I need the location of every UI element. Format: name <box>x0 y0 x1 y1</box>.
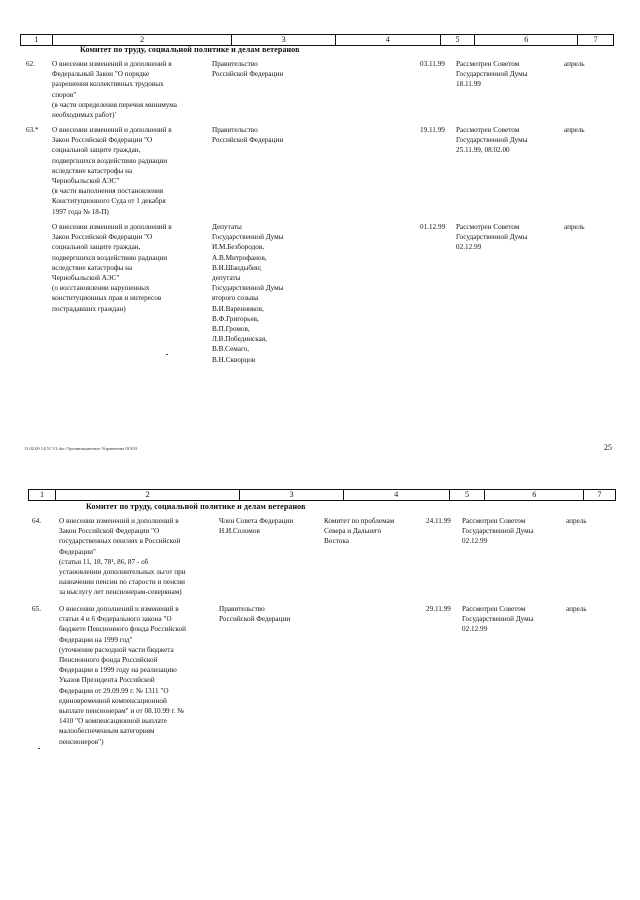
committee-title: Комитет по труду, социальной политике и делам ветеранов <box>80 45 300 54</box>
bill-month: апрель <box>564 126 585 134</box>
col-header-3: 3 <box>232 35 336 45</box>
scan-speck <box>38 748 40 749</box>
bill-month: апрель <box>564 60 585 68</box>
bill-initiator: Член Совета Федерации Н.И.Соломов <box>219 517 294 536</box>
table-header-page2 <box>28 489 616 501</box>
bill-initiator: Депутаты Государственной Думы И.М.Безбородов, А.В.Митрофанов, В.И.Шандыбин; депутаты Государственной Думы второго созыва В.И.Варенников, В.Ф.Григорьев, В.П.Громов, Л.В.Побединская, В.В.Семаго, В.Н.Скворцов <box>212 223 284 364</box>
row-number: 63.* <box>26 126 39 134</box>
col-header-1: 1 <box>21 35 53 45</box>
bill-title: О внесении изменений и дополнений в Закон Российской Федерации "О социальной защите граждан, подвергшихся воздействию радиации вследствие катастрофы на Чернобыльской АЭС" (о восстановлении нарушенных конституционных прав и интересов пострадавших граждан) <box>52 223 172 313</box>
bill-initiator: Правительство Российской Федерации <box>219 605 291 624</box>
bill-month: апрель <box>566 605 587 613</box>
col-header-7: 7 <box>593 35 598 44</box>
page-number: 25 <box>604 443 612 452</box>
bill-status: Рассмотрен Советом Государственной Думы 02.12.99 <box>462 605 534 634</box>
bill-date: 03.11.99 <box>420 60 445 68</box>
col-header-1: 1 <box>29 490 56 500</box>
col-header-4: 4 <box>344 490 450 500</box>
bill-title: О внесении изменений и дополнений в Закон Российской Федерации "О социальной защите граждан, подвергшихся воздействию радиации вследствие катастрофы на Чернобыльской АЭС" (в части выполнения постановления Конституционного Суда от 1 декабря 1997 года № 18-П) <box>52 126 172 216</box>
bill-initiator: Правительство Российской Федерации <box>212 126 284 145</box>
col-header-5: 5 <box>441 35 476 45</box>
col-header-6: 6 <box>485 490 584 500</box>
bill-title: О внесении дополнений и изменений в статьи 4 и 6 Федерального закона "О бюджете Пенсионного фонда Российской Федерации на 1999 год" (уточнение расходной части бюджета Пенсионного фонда Российской Федерации в 1999 году на реализацию Указов Президента Российской Федерации от 29.09.99 г. № 1311 "О единовременной компенсационной выплате пенсионерам" и от 08.10.99 г. № 1410 "О компенсационной выплате малообеспеченным категориям пенсионеров") <box>59 605 186 746</box>
row-number: 65. <box>32 605 41 613</box>
bill-month: апрель <box>566 517 587 525</box>
bill-month: апрель <box>564 223 585 231</box>
col-header-3: 3 <box>240 490 344 500</box>
col-header-4: 4 <box>336 35 441 45</box>
bill-date: 01.12.99 <box>420 223 446 231</box>
bill-date: 19.11.99 <box>420 126 445 134</box>
col-header-2: 2 <box>56 490 240 500</box>
bill-status: Рассмотрен Советом Государственной Думы 25.11.99, 08.02.00 <box>456 126 528 155</box>
bill-status: Рассмотрен Советом Государственной Думы 02.12.99 <box>462 517 534 546</box>
bill-status: Рассмотрен Советом Государственной Думы 18.11.99 <box>456 60 528 89</box>
bill-title: О внесении изменений и дополнений в Федеральный Закон "О порядке разрешения коллективных трудовых споров" (в части определения перечня минимума необходимых работ)` <box>52 60 177 120</box>
col-header-7: 7 <box>597 490 602 499</box>
bill-date: 24.11.99 <box>426 517 451 525</box>
committee-title: Комитет по труду, социальной политике и делам ветеранов <box>86 502 306 511</box>
bill-date: 29.11.99 <box>426 605 451 613</box>
col-header-5: 5 <box>450 490 486 500</box>
page-footer: 11.02.00 14:51 V2.doc Организационное Управление ООО3 <box>24 446 138 451</box>
bill-status: Рассмотрен Советом Государственной Думы 02.12.99 <box>456 223 528 252</box>
col-header-6: 6 <box>475 35 578 45</box>
col-header-2: 2 <box>53 35 232 45</box>
scan-speck <box>166 354 168 355</box>
bill-title: О внесении изменений и дополнений в Закон Российской Федерации "О государственных пенсиях в Российской Федерации" (статьи 11, 18, 78¹, 86, 87 - об установлении дополнительных льгот при назначении пенсии по старости и пенсии за выслугу лет пенсионерам-северянам) <box>59 517 186 597</box>
row-number: 64. <box>32 517 41 525</box>
row-number: 62. <box>26 60 35 68</box>
bill-initiator: Правительство Российской Федерации <box>212 60 284 79</box>
bill-committee: Комитет по проблемам Севера и Дальнего Востока <box>324 517 395 546</box>
